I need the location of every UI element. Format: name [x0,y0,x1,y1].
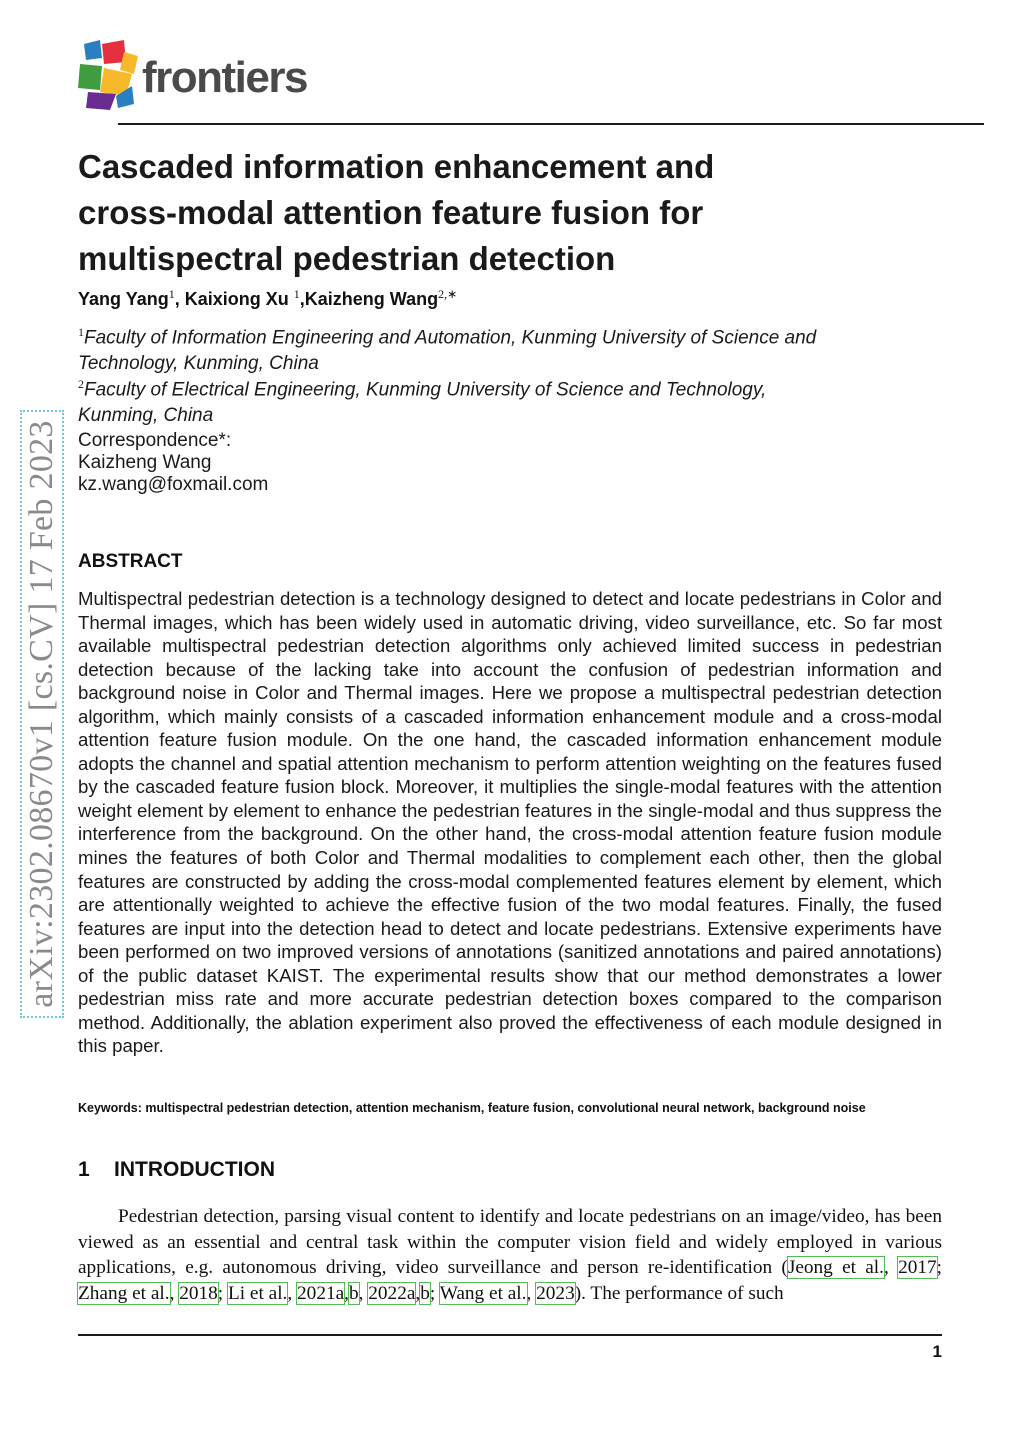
header-rule [118,123,984,125]
affiliation-1 [78,319,838,377]
citation-link[interactable]: Wang et al. [439,1282,527,1304]
intro-paragraph: Pedestrian detection, parsing visual content to identify and locate pedestrians on an image/video, has been viewed as an essential and central task within the computer vision field and widely employed in various applications, e.g. autonomous driving, video surveillance and person re-identification (Jeong et al., 2017; Zhang et al., 2018; Li et al., 2021a,b, 2022a,b; Wang et al., 2023). The performance of such [78,1206,943,1304]
citation-link[interactable]: 2018 [179,1282,218,1304]
author-separator: , [299,289,305,309]
affiliation-text: Faculty of Electrical Engineering, Kunming University of Science and Technology, Kunming, China [78,379,767,427]
affiliation-2 [78,371,838,429]
page-number: 1 [932,1342,942,1361]
paper-title: Cascaded information enhancement and cross-modal attention feature fusion for multispectral pedestrian detection [78,148,715,277]
affiliation-text: Faculty of Information Engineering and Automation, Kunming University of Science and Technology, Kunming, China [78,327,817,375]
citation-link[interactable]: 2021a [297,1282,345,1304]
intro-tail-text: ). The performance of such [574,1282,784,1304]
intro-lead-text: Pedestrian detection, parsing visual content to identify and locate pedestrians on an image/video, has been viewed as an essential and central task within the computer vision field and widely employed in various applications, e.g. autonomous driving, video surveillance and person re-identification ( [78,1206,942,1278]
citation-link[interactable]: 2017 [898,1257,937,1278]
abstract-heading: ABSTRACT [78,551,183,572]
section-heading-introduction [78,1158,275,1182]
author-affil-mark: 2,∗ [438,287,458,301]
correspondence-block [78,430,268,496]
author-name: Yang Yang [78,289,169,309]
keywords: Keywords: multispectral pedestrian detection, attention mechanism, feature fusion, convolutional neural network, background noise [78,1101,866,1115]
author-affil-mark: 1 [293,287,300,301]
correspondence-email[interactable]: kz.wang@foxmail.com [78,474,269,495]
citation-link[interactable]: 2022a [368,1282,416,1304]
affiliation-mark: 1 [78,325,84,339]
citation-link[interactable]: b [420,1282,430,1304]
abstract-text: Multispectral pedestrian detection is a technology designed to detect and locate pedestrians in Color and Thermal images, which has been widely used in automatic driving, video surveillance, etc. So far most available multispectral pedestrian detection algorithms only achieved limited success in pedestrian detection because of the lacking take into account the confusion of pedestrian information and background noise in Color and Thermal images. Here we propose a multispectral pedestrian detection algorithm, which mainly consists of a cascaded information enhancement module and a cross-modal attention feature fusion module. On the one hand, the cascaded information enhancement module adopts the channel and spatial attention mechanism to perform attention weighting on the features fused by the cascaded feature fusion block. Moreover, it multiplies the single-modal features with the attention weight element by element to enhance the pedestrian features in the single-modal and thus suppress the interference from the background. On the other hand, the cross-modal attention feature fusion module mines the features of both Color and Thermal modalities to complement each other, then the global features are constructed by adding the cross-modal complemented features element by element, which are attentionally weighted to achieve the effective fusion of the two modal features. Finally, the fused features are input into the detection head to detect and locate pedestrians. Extensive experiments have been performed on two improved versions of annotations (sanitized annotations and paired annotations) of the public dataset KAIST. The experimental results show that our method demonstrates a lower pedestrian miss rate and more accurate pedestrian detection boxes compared to the comparison method. Additionally, the ablation experiment also proved the effectiveness of each module designed in this paper. [78,588,942,1057]
correspondence-label: Correspondence*: [78,430,232,451]
author-name: Kaixiong Xu [184,289,294,309]
citation-link[interactable]: Zhang et al. [78,1282,170,1304]
author-list [78,287,457,310]
correspondence-name: Kaizheng Wang [78,452,212,473]
frontiers-logo-icon [76,38,146,110]
author-affil-mark: 1 [168,287,175,301]
citation-link[interactable]: 2023 [536,1282,575,1304]
section-number: 1 [78,1158,90,1181]
brand-wordmark: frontiers [142,53,307,102]
section-title: INTRODUCTION [114,1158,275,1181]
author-name: Kaizheng Wang [304,289,439,309]
citation-link[interactable]: Jeong et al. [787,1257,884,1278]
citation-link[interactable]: Li et al. [227,1282,288,1304]
affiliation-mark: 2 [78,377,84,391]
author-separator: , [174,289,185,309]
arxiv-stamp[interactable]: arXiv:2302.08670v1 [cs.CV] 17 Feb 2023 [23,420,60,1008]
citation-link[interactable]: b [348,1282,359,1304]
footer-rule [78,1334,942,1336]
